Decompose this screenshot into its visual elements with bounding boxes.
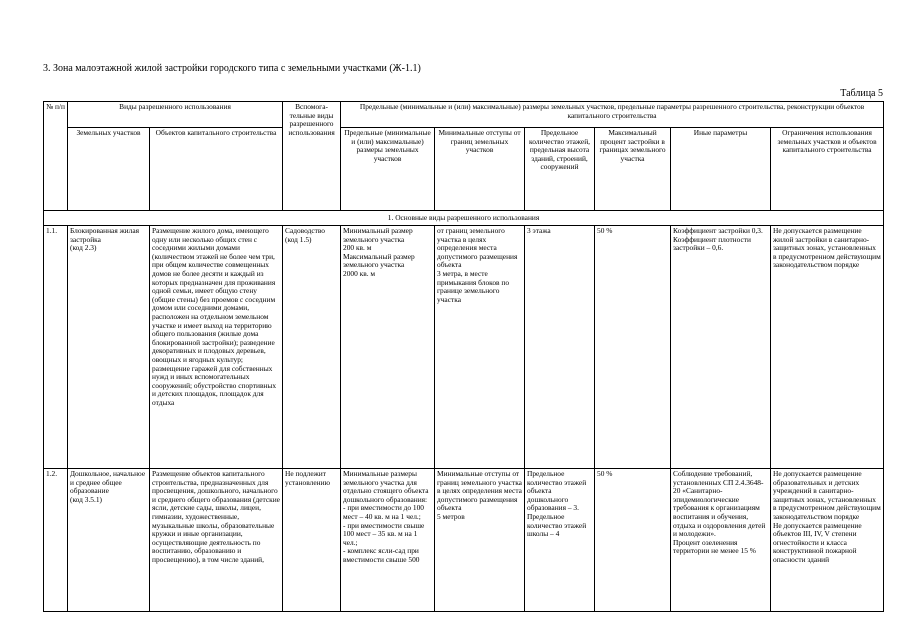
header-num: № п/п bbox=[44, 102, 68, 211]
row-floors: 3 этажа bbox=[525, 226, 595, 469]
row-capital-objects: Размещение жилого дома, имеющего одну или несколько общих стен с соседними жилыми домами (количеством этажей не более чем три, при общем количестве совмещенных домов не более десяти и каждый из которых предназначен для проживания одной семьи, имеет общую стену (общие стены) без проемов с соседним домом или соседними домами, расположен на отдельном земельном участке и имеет выход на территорию общего пользования (жилые дома блокированной застройки); разведение декоративных и плодовых деревьев, овощных и ягодных культур; размещение гаражей для собственных нужд и иных вспомогательных сооружений; обустройство спортивных и детских площадок, площадок для отдыха bbox=[150, 226, 283, 469]
section-title: 1. Основные виды разрешенного использования bbox=[44, 211, 884, 226]
table-row bbox=[44, 469, 884, 612]
row-land-use: Дошкольное, начальное и среднее общее образование (код 3.5.1) bbox=[68, 469, 150, 612]
header-row-top bbox=[44, 102, 884, 128]
row-num: 1.1. bbox=[44, 226, 68, 469]
row-auxiliary: Садоводство (код 1.5) bbox=[283, 226, 341, 469]
header-capital-objects: Объектов капитального строительства bbox=[150, 128, 283, 211]
row-other-params: Соблюдение требований, установленных СП 2.4.3648-20 «Санитарно-эпидемиологические требования к организациям воспитания и обучения, отдыха и оздоровления детей и молодежи». Процент озеленения территории не менее 15 % bbox=[671, 469, 771, 612]
header-floors: Предельное количество этажей, предельная высота зданий, строений, сооружений bbox=[525, 128, 595, 211]
row-auxiliary: Не подлежит установлению bbox=[283, 469, 341, 612]
row-capital-objects: Размещение объектов капитального строительства, предназначенных для просвещения, дошкольного, начального и среднего общего образования (детские ясли, детские сады, школы, лицеи, гимназии, художественные, музыкальные школы, образовательные кружки и иные организации, осуществляющие деятельность по воспитанию, образованию и просвещению), в том числе зданий, bbox=[150, 469, 283, 612]
header-permitted-uses: Виды разрешенного использования bbox=[68, 102, 283, 128]
header-restrictions: Ограничения использования земельных участков и объектов капитального строительства bbox=[771, 128, 884, 211]
row-restrictions: Не допускается размещение образовательных и детских учреждений в санитарно-защитных зонах, установленных в предусмотренном действующим законодательством порядке Не допускается размещение объектов III, IV, V степени огнестойкости и класса конструктивной пожарной опасности зданий bbox=[771, 469, 884, 612]
row-coverage: 50 % bbox=[595, 469, 671, 612]
row-plot-sizes: Минимальный размер земельного участка 200 кв. м Максимальный размер земельного участка 2000 кв. м bbox=[341, 226, 435, 469]
header-coverage: Максимальный процент застройки в границах земельного участка bbox=[595, 128, 671, 211]
header-row-sub bbox=[44, 128, 884, 211]
row-setbacks: от границ земельного участка в целях определения места допустимого размещения объекта 3 метра, в месте примыкания блоков по границе земельного участка bbox=[435, 226, 525, 469]
header-other-params: Иные параметры bbox=[671, 128, 771, 211]
header-setbacks: Минимальные отступы от границ земельных участков bbox=[435, 128, 525, 211]
table-number-label: Таблица 5 bbox=[840, 88, 883, 99]
row-other-params: Коэффициент застройки 0,3. Коэффициент плотности застройки – 0,6. bbox=[671, 226, 771, 469]
zoning-regulations-table bbox=[43, 101, 884, 612]
row-floors: Предельное количество этажей объекта дошкольного образования – 3. Предельное количество этажей школы – 4 bbox=[525, 469, 595, 612]
header-plot-sizes: Предельные (минимальные и (или) максимальные) размеры земельных участков bbox=[341, 128, 435, 211]
header-limit-parameters: Предельные (минимальные и (или) максимальные) размеры земельных участков, предельные параметры разрешенного строительства, реконструкции объектов капитального строительства bbox=[341, 102, 884, 128]
section-row bbox=[44, 211, 884, 226]
header-auxiliary-uses: Вспомога-тельные виды разрешенного использования bbox=[283, 102, 341, 211]
header-land-plots: Земельных участков bbox=[68, 128, 150, 211]
row-restrictions: Не допускается размещение жилой застройки в санитарно-защитных зонах, установленных в предусмотренном действующим законодательством порядке bbox=[771, 226, 884, 469]
zone-heading: 3. Зона малоэтажной жилой застройки городского типа с земельными участками (Ж-1.1) bbox=[43, 63, 421, 74]
row-plot-sizes: Минимальные размеры земельного участка для отдельно стоящего объекта дошкольного образования: - при вместимости до 100 мест – 40 кв. м на 1 чел.; - при вместимости свыше 100 мест – 35 кв. м на 1 чел.; - комплекс ясли-сад при вместимости свыше 500 bbox=[341, 469, 435, 612]
row-coverage: 50 % bbox=[595, 226, 671, 469]
row-setbacks: Минимальные отступы от границ земельного участка в целях определения места допустимого размещения объекта 5 метров bbox=[435, 469, 525, 612]
table-row bbox=[44, 226, 884, 469]
row-land-use: Блокированная жилая застройка (код 2.3) bbox=[68, 226, 150, 469]
row-num: 1.2. bbox=[44, 469, 68, 612]
